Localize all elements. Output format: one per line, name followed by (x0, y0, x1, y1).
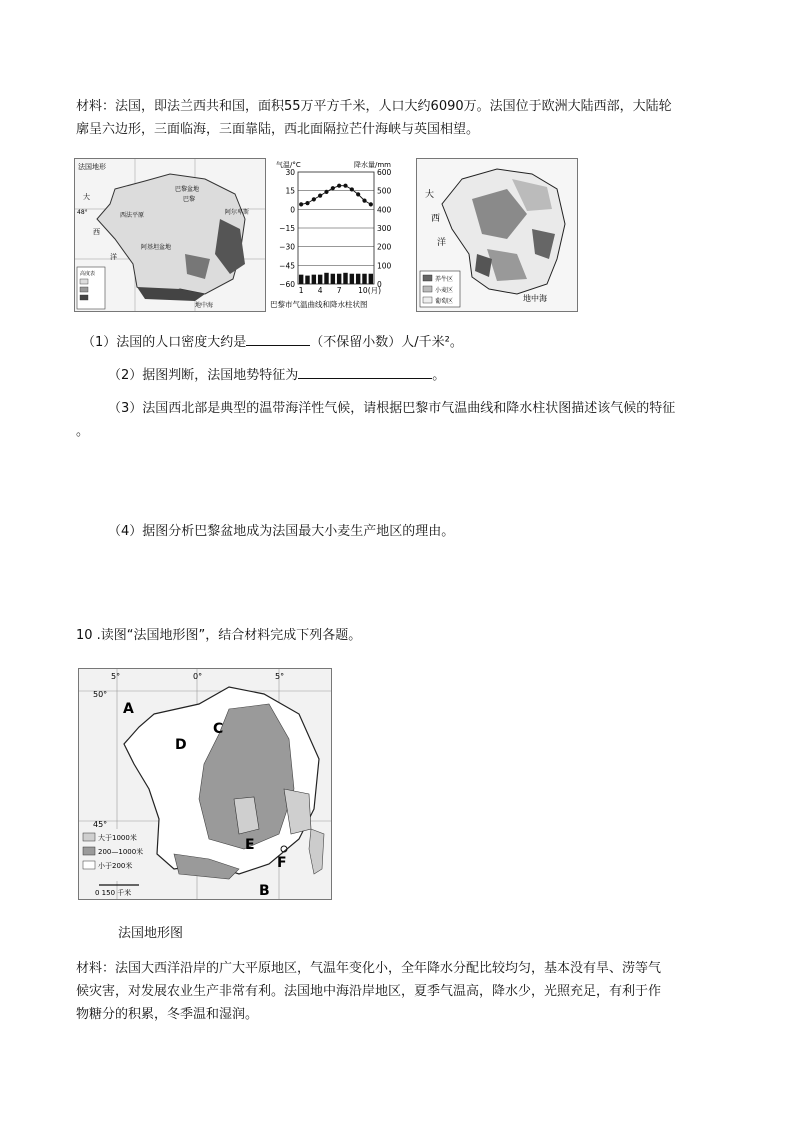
question-2-answer-blank[interactable] (298, 364, 432, 379)
precip-bar (305, 276, 309, 284)
map1-label-paris-basin: 巴黎盆地 (175, 186, 200, 193)
temp-tick-label: −45 (279, 261, 295, 271)
material2-line3: 物糖分的积累，冬季温和湿润。 (76, 1007, 259, 1022)
question-2 (108, 364, 445, 388)
question-1-text-end: （不保留小数）人/千米²。 (310, 335, 463, 350)
material2-line1: 材料：法国大西洋沿岸的广大平原地区，气温年变化小，全年降水分配比较均匀，基本没有旱、涝等气 (76, 961, 662, 976)
map1-label-plain: 西法平原 (120, 212, 145, 219)
precip-bar (356, 274, 360, 284)
question-10-text: 10 .读图“法国地形图”，结合材料完成下列各题。 (76, 628, 362, 643)
map1-title: 法国地形 (78, 163, 106, 171)
map3-legend-low: 小于200米 (98, 862, 133, 870)
precip-tick-label: 200 (377, 242, 392, 252)
precip-bar (362, 274, 366, 284)
precip-tick-label: 0 (377, 280, 382, 289)
material1-line1: 材料：法国，即法兰西共和国，面积55万平方千米，人口大约6090万。法国位于欧洲大陆西部，大陆轮 (76, 99, 672, 114)
question-1-answer-blank[interactable] (246, 331, 310, 346)
map3-lon-w5: 5° (111, 672, 121, 681)
map3-point-b: B (259, 883, 270, 899)
precip-tick-label: 400 (377, 205, 392, 215)
temp-tick-label: 15 (285, 186, 295, 196)
precip-axis-label: 降水量/mm (354, 161, 391, 169)
temp-point (318, 194, 322, 198)
map3-scale: 0 150 千米 (95, 889, 132, 897)
question-4: （4）据图分析巴黎盆地成为法国最大小麦生产地区的理由。 (108, 524, 455, 539)
precip-tick-label: 300 (377, 224, 392, 233)
precip-bar (337, 274, 341, 284)
map1-label-paris: 巴黎 (183, 196, 196, 203)
map3-lat-50: 50° (93, 690, 108, 699)
map3-legend-mid: 200—1000米 (98, 848, 144, 856)
france-terrain-map (74, 158, 266, 312)
map2-label-xi: 西 (431, 214, 441, 224)
map2-legend-grape: 葡萄区 (435, 298, 454, 305)
temp-point (331, 186, 335, 190)
map1-label-aquitaine: 阿基坦盆地 (141, 244, 172, 251)
precip-bar (369, 274, 373, 284)
map3-lat-45: 45° (93, 820, 108, 829)
map2-label-da: 大 (425, 190, 435, 200)
temp-point (369, 202, 373, 206)
temp-point (362, 199, 366, 203)
france-agriculture-map (416, 158, 578, 312)
temp-point (299, 202, 303, 206)
map1-label-yang: 洋 (110, 253, 117, 261)
question-1 (82, 331, 463, 355)
temp-axis-label: 气温/°C (276, 161, 301, 169)
question-2-text: （2）据图判断，法国地势特征为 (108, 368, 299, 383)
climate-chart (270, 158, 410, 310)
temp-point (305, 201, 309, 205)
map3-lon-e5: 5° (275, 672, 285, 681)
map1-label-da: 大 (83, 193, 90, 201)
material1-line2: 廓呈六边形，三面临海，三面靠陆，西北面隔拉芒什海峡与英国相望。 (76, 122, 480, 137)
temp-point (337, 184, 341, 188)
temp-point (312, 197, 316, 201)
question-3-line1: （3）法国西北部是典型的温带海洋性气候，请根据巴黎市气温曲线和降水柱状图描述该气候的特征 (108, 401, 676, 416)
map3-caption: 法国地形图 (118, 926, 184, 941)
precip-bar (318, 275, 322, 284)
map1-legend-title: 高度表 (80, 271, 96, 277)
temp-point (343, 184, 347, 188)
map3-point-a: A (123, 701, 134, 717)
temp-tick-label: −15 (279, 224, 295, 233)
map3-lon-0: 0° (193, 672, 203, 681)
temp-tick-label: −60 (279, 280, 295, 289)
question-2-end: 。 (432, 368, 446, 383)
map1-label-sea: 地中海 (195, 302, 214, 309)
temp-point (324, 190, 328, 194)
map2-label-sea: 地中海 (523, 294, 547, 303)
month-tick-label: 10(月) (358, 286, 382, 295)
precip-bar (350, 274, 354, 284)
temp-tick-label: −30 (279, 242, 295, 252)
map2-legend-cattle: 养牛区 (435, 276, 454, 283)
question-1-text: （1）法国的人口密度大约是 (82, 335, 247, 350)
question-3-line2: 。 (76, 424, 90, 439)
temp-line (301, 186, 371, 205)
france-terrain-map-2 (78, 668, 332, 900)
month-tick-label: 4 (317, 286, 323, 295)
map1-label-xi: 西 (93, 228, 100, 236)
map3-point-e: E (245, 837, 255, 853)
precip-bar (324, 273, 328, 284)
map1-label-alps: 阿尔卑斯 (225, 209, 250, 216)
precip-bar (312, 275, 316, 284)
map3-point-c: C (213, 721, 224, 737)
climate-caption: 巴黎市气温曲线和降水柱状图 (270, 300, 368, 309)
map1-label-lat: 48° (77, 209, 88, 216)
map3-point-d: D (175, 737, 187, 753)
temp-tick-label: 30 (285, 168, 295, 177)
temp-point (356, 192, 360, 196)
precip-bar (343, 273, 347, 284)
precip-bar (331, 274, 335, 284)
map3-legend-high: 大于1000米 (98, 834, 137, 842)
map3-point-f: F (277, 855, 287, 871)
map2-legend-wheat: 小麦区 (435, 287, 454, 294)
month-tick-label: 7 (336, 286, 342, 295)
material2-line2: 候灾害，对发展农业生产非常有利。法国地中海沿岸地区，夏季气温高，降水少，光照充足，有利于作 (76, 984, 662, 999)
precip-tick-label: 600 (377, 168, 392, 177)
month-tick-label: 1 (298, 286, 304, 295)
precip-tick-label: 100 (377, 261, 392, 271)
temp-point (350, 187, 354, 191)
temp-tick-label: 0 (290, 205, 295, 215)
precip-tick-label: 500 (377, 186, 392, 196)
map2-label-yang: 洋 (437, 238, 447, 248)
precip-bar (299, 275, 303, 284)
